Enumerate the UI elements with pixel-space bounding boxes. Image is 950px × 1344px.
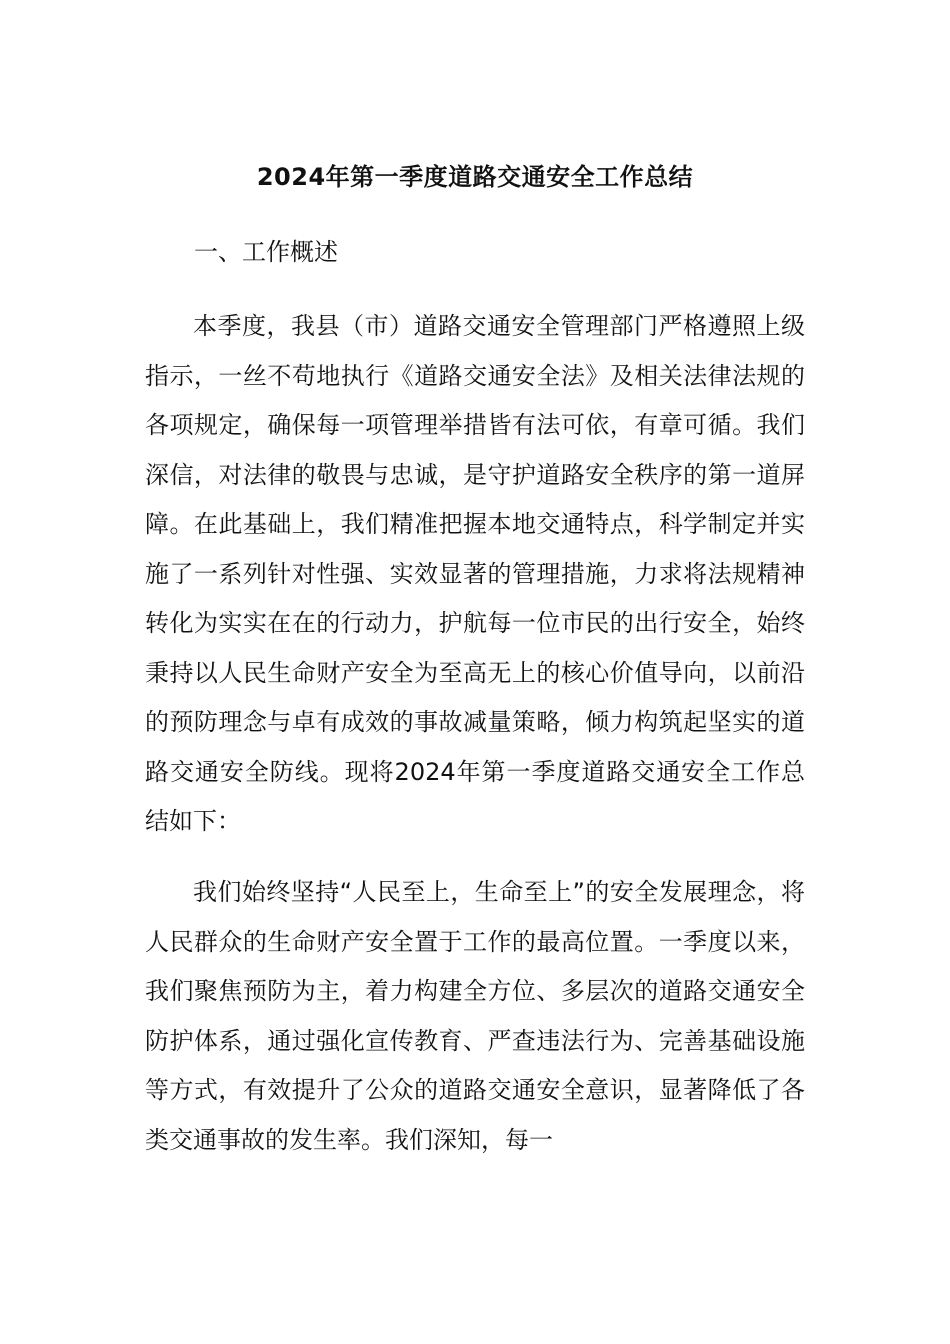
body-paragraph: 本季度，我县（市）道路交通安全管理部门严格遵照上级指示，一丝不苟地执行《道路交通安全法》及相关法律法规的各项规定，确保每一项管理举措皆有法可依，有章可循。我们深信，对法律的敬畏与忠诚，是守护道路安全秩序的第一道屏障。在此基础上，我们精准把握本地交通特点，科学制定并实施了一系列针对性强、实效显著的管理措施，力求将法规精神转化为实实在在的行动力，护航每一位市民的出行安全，始终秉持以人民生命财产安全为至高无上的核心价值导向，以前沿的预防理念与卓有成效的事故减量策略，倾力构筑起坚实的道路交通安全防线。现将2024年第一季度道路交通安全工作总结如下：	[145, 312, 805, 835]
body-paragraph: 我们始终坚持“人民至上，生命至上”的安全发展理念，将人民群众的生命财产安全置于工作的最高位置。一季度以来，我们聚焦预防为主，着力构建全方位、多层次的道路交通安全防护体系，通过强化宣传教育、严查违法行为、完善基础设施等方式，有效提升了公众的道路交通安全意识，显著降低了各类交通事故的发生率。我们深知，每一	[145, 878, 805, 1154]
document-title: 2024年第一季度道路交通安全工作总结	[256, 163, 694, 191]
section-heading: 一、工作概述	[194, 238, 338, 266]
